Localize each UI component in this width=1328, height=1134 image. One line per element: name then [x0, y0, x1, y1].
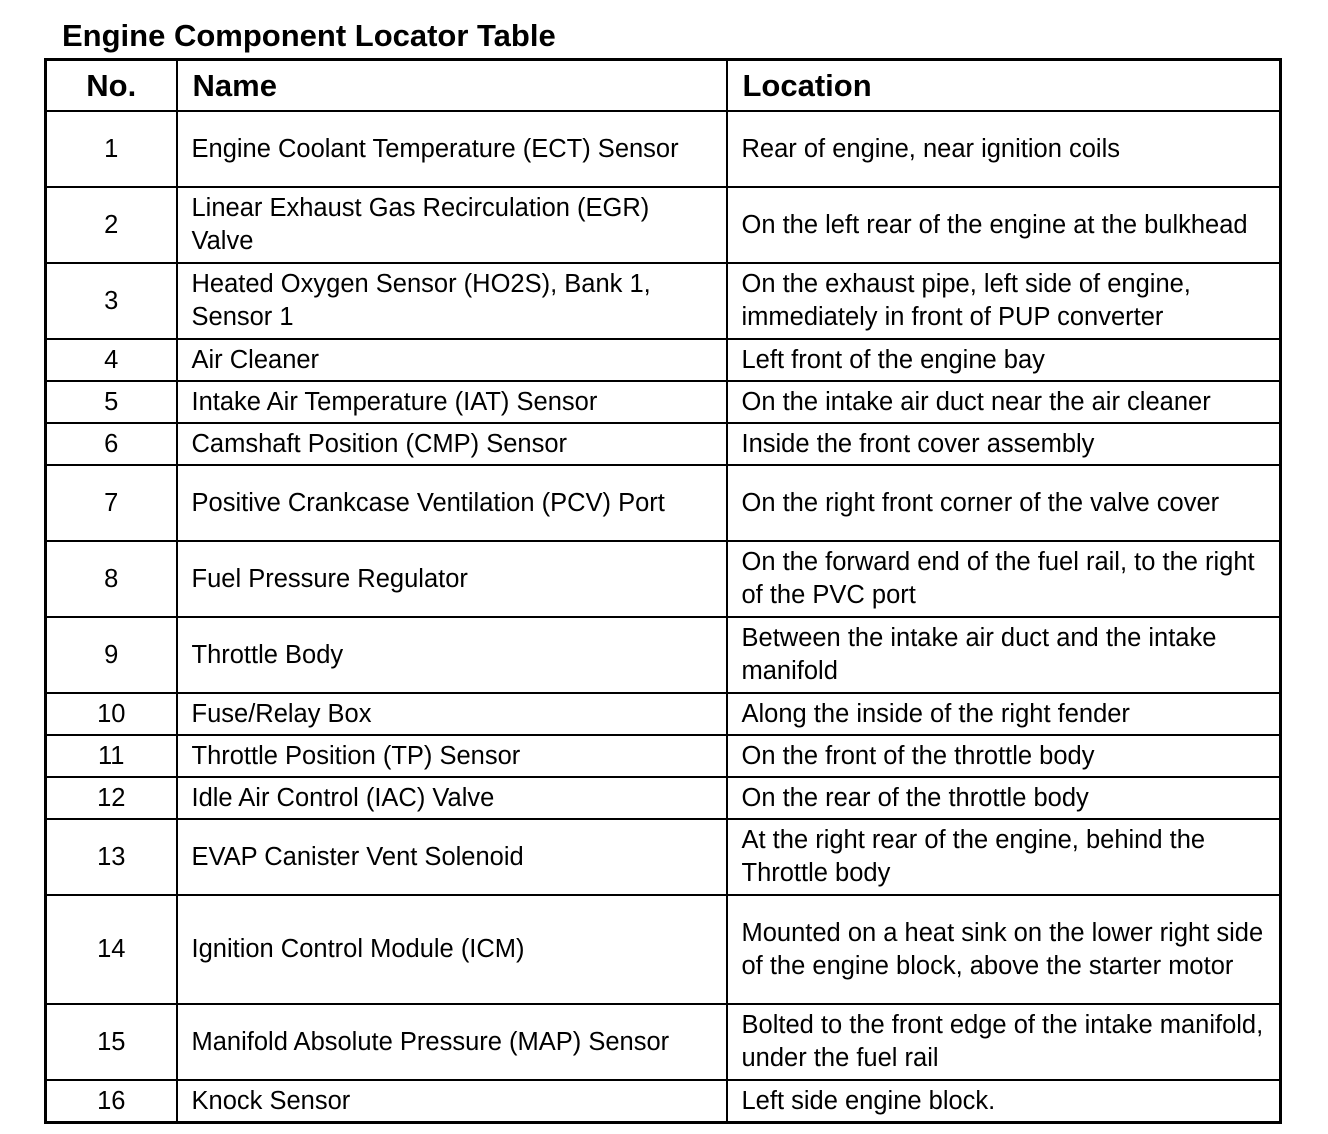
component-location: On the rear of the throttle body — [727, 777, 1281, 819]
table-row — [46, 465, 1281, 541]
row-number: 1 — [46, 111, 177, 187]
component-location: Inside the front cover assembly — [727, 423, 1281, 465]
table-row — [46, 895, 1281, 1004]
table-row — [46, 617, 1281, 693]
component-location: Left side engine block. — [727, 1080, 1281, 1123]
component-location: Along the inside of the right fender — [727, 693, 1281, 735]
table-row — [46, 187, 1281, 263]
table-row — [46, 735, 1281, 777]
component-name: Heated Oxygen Sensor (HO2S), Bank 1, Sensor 1 — [177, 263, 727, 339]
component-name: Idle Air Control (IAC) Valve — [177, 777, 727, 819]
row-number: 10 — [46, 693, 177, 735]
component-location: On the left rear of the engine at the bulkhead — [727, 187, 1281, 263]
column-header-location: Location — [727, 60, 1281, 112]
row-number: 4 — [46, 339, 177, 381]
component-name: Throttle Body — [177, 617, 727, 693]
table-row — [46, 819, 1281, 895]
component-location: On the forward end of the fuel rail, to the right of the PVC port — [727, 541, 1281, 617]
table-row — [46, 1004, 1281, 1080]
component-location: Left front of the engine bay — [727, 339, 1281, 381]
component-location: On the exhaust pipe, left side of engine, immediately in front of PUP converter — [727, 263, 1281, 339]
table-title: Engine Component Locator Table — [62, 18, 556, 53]
component-name: Ignition Control Module (ICM) — [177, 895, 727, 1004]
component-location: Rear of engine, near ignition coils — [727, 111, 1281, 187]
table-row — [46, 541, 1281, 617]
row-number: 13 — [46, 819, 177, 895]
table-row — [46, 381, 1281, 423]
component-name: Manifold Absolute Pressure (MAP) Sensor — [177, 1004, 727, 1080]
row-number: 7 — [46, 465, 177, 541]
column-header-no: No. — [46, 60, 177, 112]
component-name: Linear Exhaust Gas Recirculation (EGR) Valve — [177, 187, 727, 263]
component-location: On the intake air duct near the air cleaner — [727, 381, 1281, 423]
component-locator-table — [44, 58, 1282, 1124]
component-name: EVAP Canister Vent Solenoid — [177, 819, 727, 895]
row-number: 5 — [46, 381, 177, 423]
row-number: 12 — [46, 777, 177, 819]
component-name: Knock Sensor — [177, 1080, 727, 1123]
row-number: 15 — [46, 1004, 177, 1080]
component-location: Bolted to the front edge of the intake manifold, under the fuel rail — [727, 1004, 1281, 1080]
row-number: 3 — [46, 263, 177, 339]
component-name: Intake Air Temperature (IAT) Sensor — [177, 381, 727, 423]
row-number: 8 — [46, 541, 177, 617]
row-number: 14 — [46, 895, 177, 1004]
component-location: Between the intake air duct and the intake manifold — [727, 617, 1281, 693]
component-name: Engine Coolant Temperature (ECT) Sensor — [177, 111, 727, 187]
component-location: Mounted on a heat sink on the lower right side of the engine block, above the starter motor — [727, 895, 1281, 1004]
component-location: On the front of the throttle body — [727, 735, 1281, 777]
column-header-name: Name — [177, 60, 727, 112]
table-row — [46, 339, 1281, 381]
table-row — [46, 777, 1281, 819]
table-row — [46, 423, 1281, 465]
row-number: 9 — [46, 617, 177, 693]
component-location: At the right rear of the engine, behind the Throttle body — [727, 819, 1281, 895]
component-name: Throttle Position (TP) Sensor — [177, 735, 727, 777]
header-row — [46, 60, 1281, 112]
table-row — [46, 1080, 1281, 1123]
row-number: 11 — [46, 735, 177, 777]
component-name: Fuel Pressure Regulator — [177, 541, 727, 617]
component-name: Air Cleaner — [177, 339, 727, 381]
component-location: On the right front corner of the valve cover — [727, 465, 1281, 541]
row-number: 2 — [46, 187, 177, 263]
table-row — [46, 263, 1281, 339]
row-number: 6 — [46, 423, 177, 465]
table-row — [46, 693, 1281, 735]
row-number: 16 — [46, 1080, 177, 1123]
component-name: Camshaft Position (CMP) Sensor — [177, 423, 727, 465]
component-name: Fuse/Relay Box — [177, 693, 727, 735]
component-name: Positive Crankcase Ventilation (PCV) Port — [177, 465, 727, 541]
table-row — [46, 111, 1281, 187]
